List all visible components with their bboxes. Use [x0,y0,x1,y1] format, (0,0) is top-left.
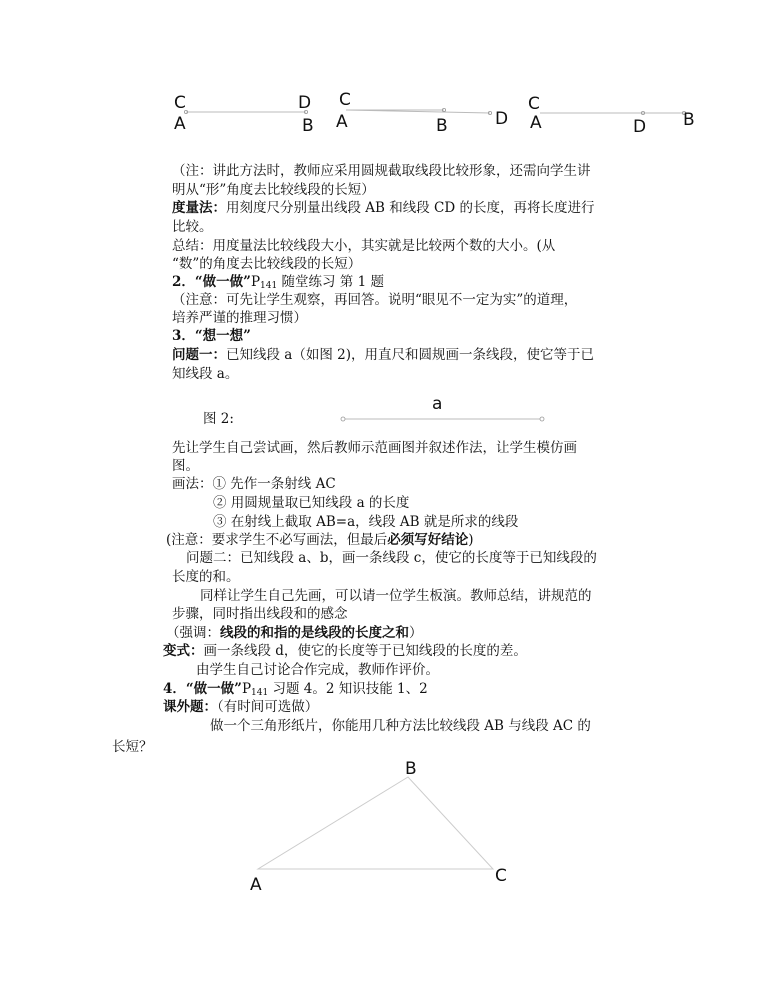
label-c-2: C [339,90,351,110]
figure-2 [341,394,544,421]
text-line: 知线段 a。 [172,366,239,382]
label-segment-a: a [432,394,443,414]
text-line: 培养严谨的推理习惯） [172,310,307,326]
text-line: 课外题：（有时间可选做） [163,699,319,715]
label-c-1: C [174,93,186,113]
label-b-1: B [302,116,314,136]
figure-1 [174,90,695,137]
text-line: 同样让学生自己先画，可以请一位学生板演。教师总结，讲规范的 [200,588,592,604]
figure-3-triangle [250,759,507,895]
text-line: 步骤，同时指出线段和的感念 [172,606,348,622]
text-line: 画法：① 先作一条射线 AC [172,476,336,492]
section-heading: 2．“做一做” [172,274,251,290]
label-vertex-b: B [405,759,417,779]
bold-term: 问题一： [172,347,226,363]
label-c-3: C [528,94,540,114]
text-line: 明从“形”角度去比较线段的长短） [172,182,375,198]
figure-2-caption: 图 2: [203,411,234,427]
text-line: 问题二：已知线段 a、b，画一条线段 c，使它的长度等于已知线段的 [186,550,597,566]
text-line: 2．“做一做$”P_{141}$ 随堂练习 第 1 题 [172,274,384,291]
endpoint-marker [341,417,345,421]
label-a-3: A [530,113,542,133]
text-line: “数”的角度去比较线段的长短） [172,256,362,272]
bold-term: 变式： [163,643,204,659]
text-line: 由学生自己讨论合作完成，教师作评价。 [196,662,439,678]
segment-group-3 [528,94,695,137]
label-b-2: B [436,116,448,136]
label-vertex-c: C [495,866,507,886]
segment-group-2 [336,90,508,136]
text-line: 问题一：已知线段 a（如图 2)，用直尺和圆规画一条线段，使它等于已 [172,347,594,363]
text-line: （注意：可先让学生观察，再回答。说明“眼见不一定为实”的道理， [172,292,578,308]
label-d-2: D [495,109,509,129]
endpoint-marker [540,417,544,421]
text-line: ③ 在射线上截取 AB=a，线段 AB 就是所求的线段 [213,514,519,530]
text-line [172,327,251,346]
text-line: 做一个三角形纸片，你能用几种方法比较线段 AB 与线段 AC 的 [210,718,591,734]
section-heading: 3．“想一想” [172,328,251,344]
label-d-3: D [633,117,647,137]
text-line: (注意：要求学生不必写画法，但最后必须写好结论) [166,532,474,548]
label-b-3: B [683,110,695,130]
text-line: ② 用圆规量取已知线段 a 的长度 [213,495,410,511]
label-a-2: A [336,112,348,132]
bold-term: 线段的和指的是线段的长度之和 [220,625,409,641]
text-line: （强调：线段的和指的是线段的长度之和） [166,625,423,641]
text-line: （注：讲此方法时，教师应采用圆规截取线段比较形象，还需向学生讲 [172,163,591,179]
bold-term: 度量法： [172,200,226,216]
text-line: 度量法：用刻度尺分别量出线段 AB 和线段 CD 的长度，再将长度进行 [172,200,595,216]
text-line: 比较。 [172,219,213,235]
text-line: 长短？ [112,739,153,755]
triangle-abc [258,777,493,869]
text-line: 先让学生自己尝试画，然后教师示范画图并叙述作法，让学生模仿画 [172,440,577,456]
text-line: 变式：画一条线段 d，使它的长度等于已知线段的长度的差。 [163,643,527,659]
label-a-1: A [174,114,186,134]
label-vertex-a: A [250,875,262,895]
section-heading: 课外题： [163,699,217,715]
text-line: 图。 [172,458,199,474]
segment-group-1 [174,93,314,136]
text-line: 4．“做一做$”P_{141}$ 习题 4。2 知识技能 1、2 [163,681,428,698]
label-d-1: D [298,93,312,113]
section-heading: 4．“做一做” [163,681,242,697]
text-line: 总结：用度量法比较线段大小，其实就是比较两个数的大小。(从 [172,238,556,254]
bold-term: 必须写好结论 [387,532,469,548]
text-line: 长度的和。 [172,569,240,585]
